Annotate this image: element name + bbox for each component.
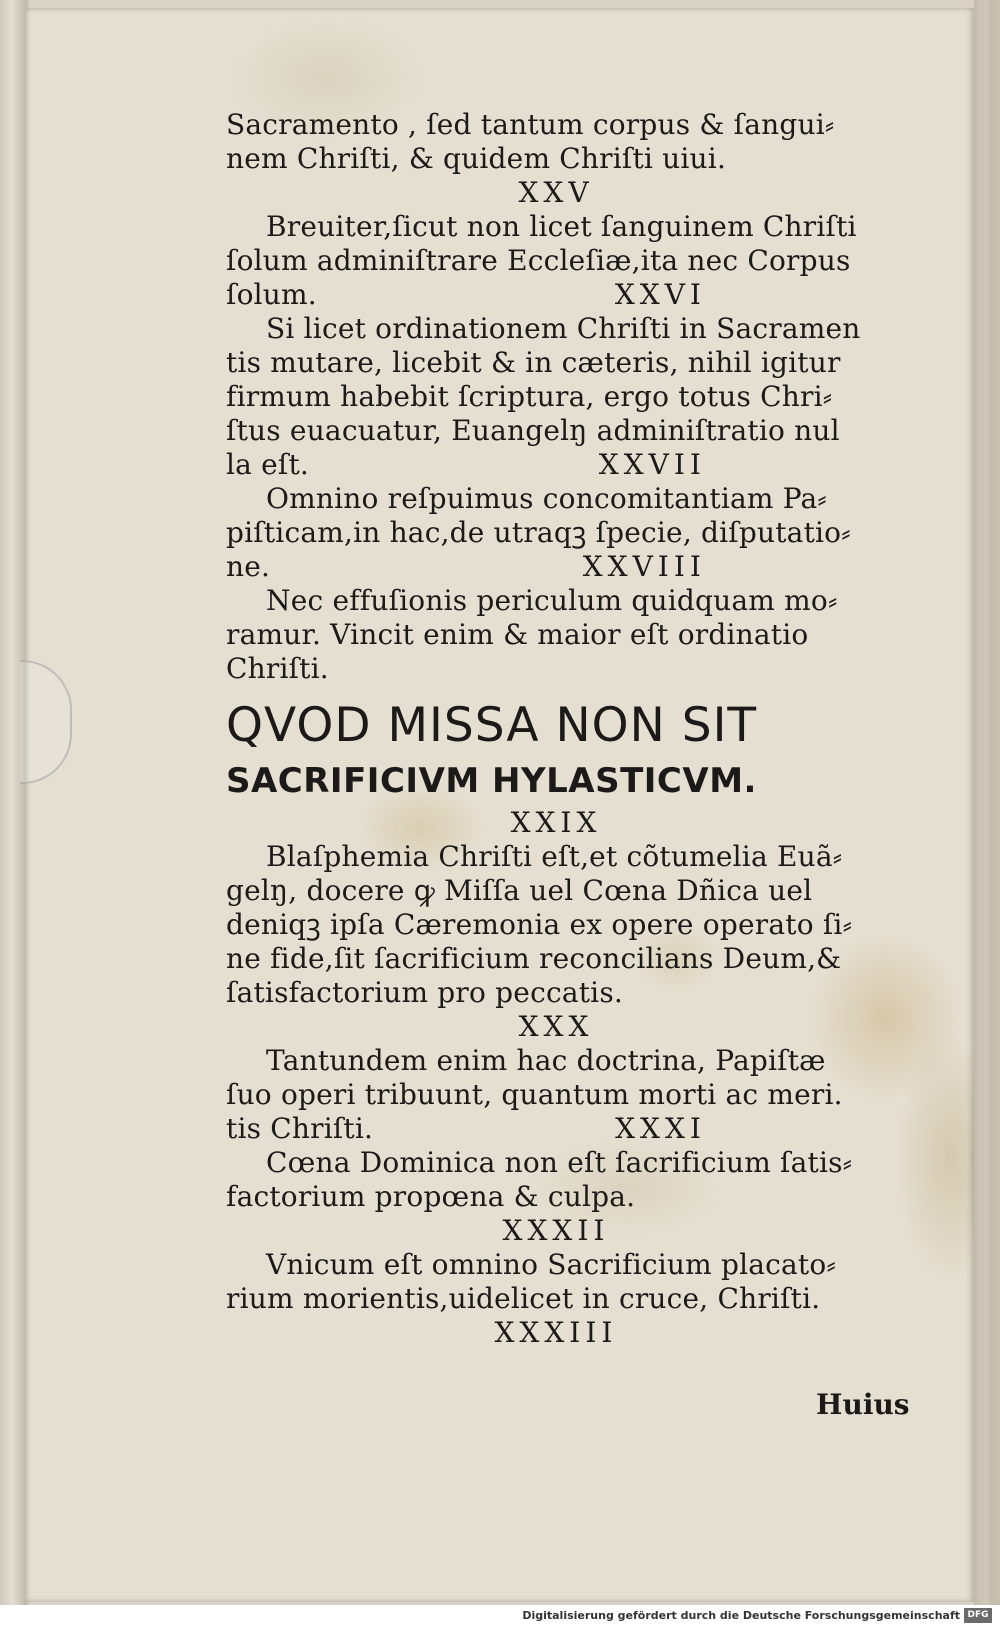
text-line [226, 550, 866, 584]
dfg-logo: DFG [964, 1608, 992, 1623]
section-subheading: SACRIFICIVM HYLASTICVM. [226, 761, 757, 801]
text-line: Chriſti. [226, 652, 329, 685]
text-line: ſtus euacuatur, Euangelŋ adminiſtratio nul [226, 414, 840, 447]
clip-tab [20, 660, 72, 784]
thesis-number: XXIX [510, 806, 602, 839]
text-line: Blaſphemia Chriſti eſt,et cõtumelia Euã⸗ [266, 840, 843, 873]
text-line: ſatisfactorium pro peccatis. [226, 976, 623, 1009]
page-text [226, 108, 926, 1350]
text-line: factorium propœna & culpa. [226, 1180, 636, 1213]
text-line: Vnicum eſt omnino Sacrificium placato⸗ [266, 1248, 836, 1281]
line-end-text: tis Chriſti. [226, 1112, 374, 1145]
thesis-number: XXVIII [582, 550, 706, 583]
text-line: Sacramento , ſed tantum corpus & ſangui⸗ [226, 108, 835, 141]
text-line: tis mutare, licebit & in cæteris, nihil igitur [226, 346, 841, 379]
thesis-number: XXXI [615, 1112, 706, 1145]
catchword: Huius [816, 1388, 910, 1421]
text-line: ramur. Vincit enim & maior eſt ordinatio [226, 618, 809, 651]
thesis-number: XXVI [614, 278, 706, 311]
text-line: Tantundem enim hac doctrina, Papiſtæ [266, 1044, 826, 1077]
text-line [226, 448, 866, 482]
text-line: Nec effuſionis periculum quidquam mo⸗ [266, 584, 838, 617]
text-line [226, 278, 866, 312]
footer-bar [0, 1605, 1000, 1628]
text-line: firmum habebit ſcriptura, ergo totus Chri⸗ [226, 380, 833, 413]
section-heading: QVOD MISSA NON SIT [226, 698, 758, 753]
text-line: Si licet ordinationem Chriſti in Sacramen [266, 312, 861, 345]
text-line: nem Chriſti, & quidem Chriſti uiui. [226, 142, 727, 175]
thesis-number: XXVII [598, 448, 706, 481]
text-line: piſticam,in hac,de utraqꝫ ſpecie, diſputatio⸗ [226, 516, 851, 549]
footer-credit: Digitalisierung gefördert durch die Deutsche Forschungsgemeinschaft [522, 1609, 960, 1622]
thesis-number: XXX [518, 1010, 594, 1043]
book-page [26, 8, 974, 1602]
line-end-text: ſolum. [226, 278, 317, 311]
text-line [226, 1112, 866, 1146]
text-line: Cœna Dominica non eſt ſacrificium ſatis⸗ [266, 1146, 853, 1179]
thesis-number: XXXII [502, 1214, 610, 1247]
text-line: deniqꝫ ipſa Cæremonia ex opere operato ſi⸗ [226, 908, 853, 941]
text-line: ſolum adminiſtrare Eccleſiæ,ita nec Corpus [226, 244, 851, 277]
thesis-number: XXXIII [494, 1316, 618, 1349]
text-line: Breuiter,ſicut non licet ſanguinem Chriſti [266, 210, 857, 243]
line-end-text: ne. [226, 550, 271, 583]
text-line: ne fide,ſit ſacrificium reconcilians Deum,& [226, 942, 842, 975]
line-end-text: la eſt. [226, 448, 310, 481]
page-edge [974, 0, 1000, 1605]
thesis-number: XXV [518, 176, 594, 209]
text-line: Omnino reſpuimus concomitantiam Pa⸗ [266, 482, 827, 515]
text-line: gelŋ, docere ꝙ Miſſa uel Cœna Dñica uel [226, 874, 813, 907]
text-line: ſuo operi tribuunt, quantum morti ac meri. [226, 1078, 843, 1111]
text-line: rium morientis,uidelicet in cruce, Chriſti. [226, 1282, 821, 1315]
